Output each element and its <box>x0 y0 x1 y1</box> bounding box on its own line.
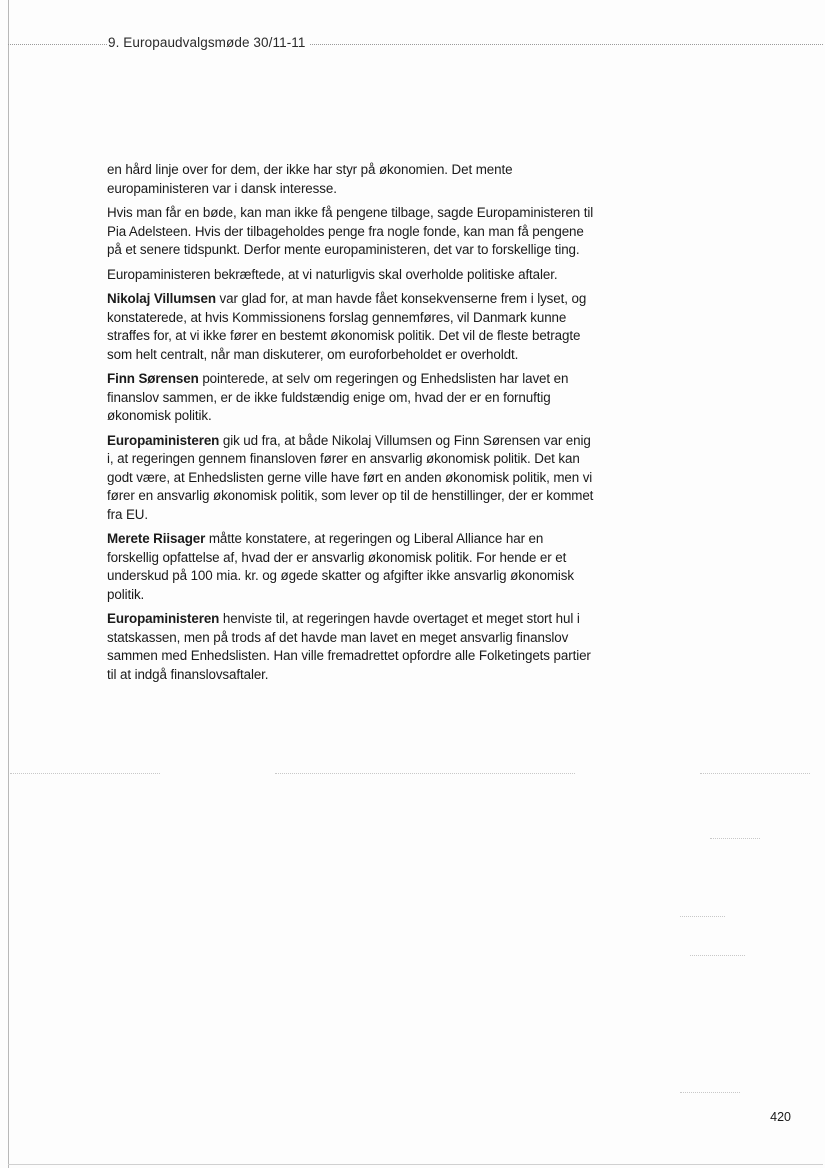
speaker-name: Europaministeren <box>107 611 220 626</box>
paragraph-6 <box>107 432 595 525</box>
paragraph-text: måtte konstatere, at regeringen og Liberal Alliance har en forskellig opfattelse af, hvad der er ansvarlig økonomisk politik. For hende er et underskud på 100 mia. kr. og øgede skatter og afgifter ikke ansvarlig økonomisk politik. <box>107 531 574 602</box>
paragraph-5 <box>107 370 595 426</box>
body-text <box>107 161 595 690</box>
speaker-name: Finn Sørensen <box>107 371 199 386</box>
page-number: 420 <box>770 1110 791 1124</box>
paragraph-text: Hvis man får en bøde, kan man ikke få pengene tilbage, sagde Europaministeren til Pia Adelsteen. Hvis der tilbageholdes penge fra nogle fonde, kan man få pengene på et senere tidspunkt. Derfor mente europaministeren, det var to forskellige ting. <box>107 205 594 257</box>
paragraph-text: henviste til, at regeringen havde overtaget et meget stort hul i statskassen, men på trods af det havde man lavet en meget ansvarlig finanslov sammen med Enhedslisten. Han ville fremadrettet opfordre alle Folketingets partier til at indgå finanslovsaftaler. <box>107 611 591 682</box>
scan-artifact <box>275 773 575 774</box>
scan-artifact <box>690 955 745 956</box>
paragraph-text: var glad for, at man havde fået konsekvenserne frem i lyset, og konstaterede, at hvis Kommissionens forslag gennemføres, vil Danmark kunne straffes for, at vi ikke fører en bestemt økonomisk politik. Det vil de fleste betragte som helt centralt, når man diskuterer, om euroforbeholdet er overholdt. <box>107 291 587 362</box>
scan-left-edge <box>8 0 9 1168</box>
scan-artifact <box>10 773 160 774</box>
scan-artifact <box>680 1092 740 1093</box>
paragraph-3 <box>107 266 595 285</box>
paragraph-7 <box>107 530 595 604</box>
paragraph-text: Europaministeren bekræftede, at vi naturligvis skal overholde politiske aftaler. <box>107 266 558 282</box>
paragraph-text: en hård linje over for dem, der ikke har styr på økonomien. Det mente europaministeren var i dansk interesse. <box>107 162 513 196</box>
paragraph-1 <box>107 161 595 198</box>
paragraph-2 <box>107 204 595 260</box>
scan-artifact <box>700 773 810 774</box>
paragraph-text: gik ud fra, at både Nikolaj Villumsen og Finn Sørensen var enig i, at regeringen gennem finansloven fører en ansvarlig økonomisk politik. Det kan godt være, at Enhedslisten gerne ville have ført en anden økonomisk politik, men vi fører en ansvarlig økonomisk politik, som lever op til de henstillinger, der er kommet fra EU. <box>107 432 594 522</box>
speaker-name: Merete Riisager <box>107 531 206 546</box>
scan-artifact <box>680 916 725 917</box>
speaker-name: Europaministeren <box>107 432 220 448</box>
scan-artifact <box>710 838 760 839</box>
paragraph-8 <box>107 610 595 684</box>
paragraph-text: pointerede, at selv om regeringen og Enhedslisten har lavet en finanslov sammen, er de ikke fuldstændig enige om, hvad der er en fornuftig økonomisk politik. <box>107 371 569 423</box>
speaker-name: Nikolaj Villumsen <box>107 291 216 306</box>
running-header: 9. Europaudvalgsmøde 30/11-11 <box>108 35 310 50</box>
scan-bottom-edge <box>8 1164 823 1165</box>
paragraph-4 <box>107 290 595 364</box>
